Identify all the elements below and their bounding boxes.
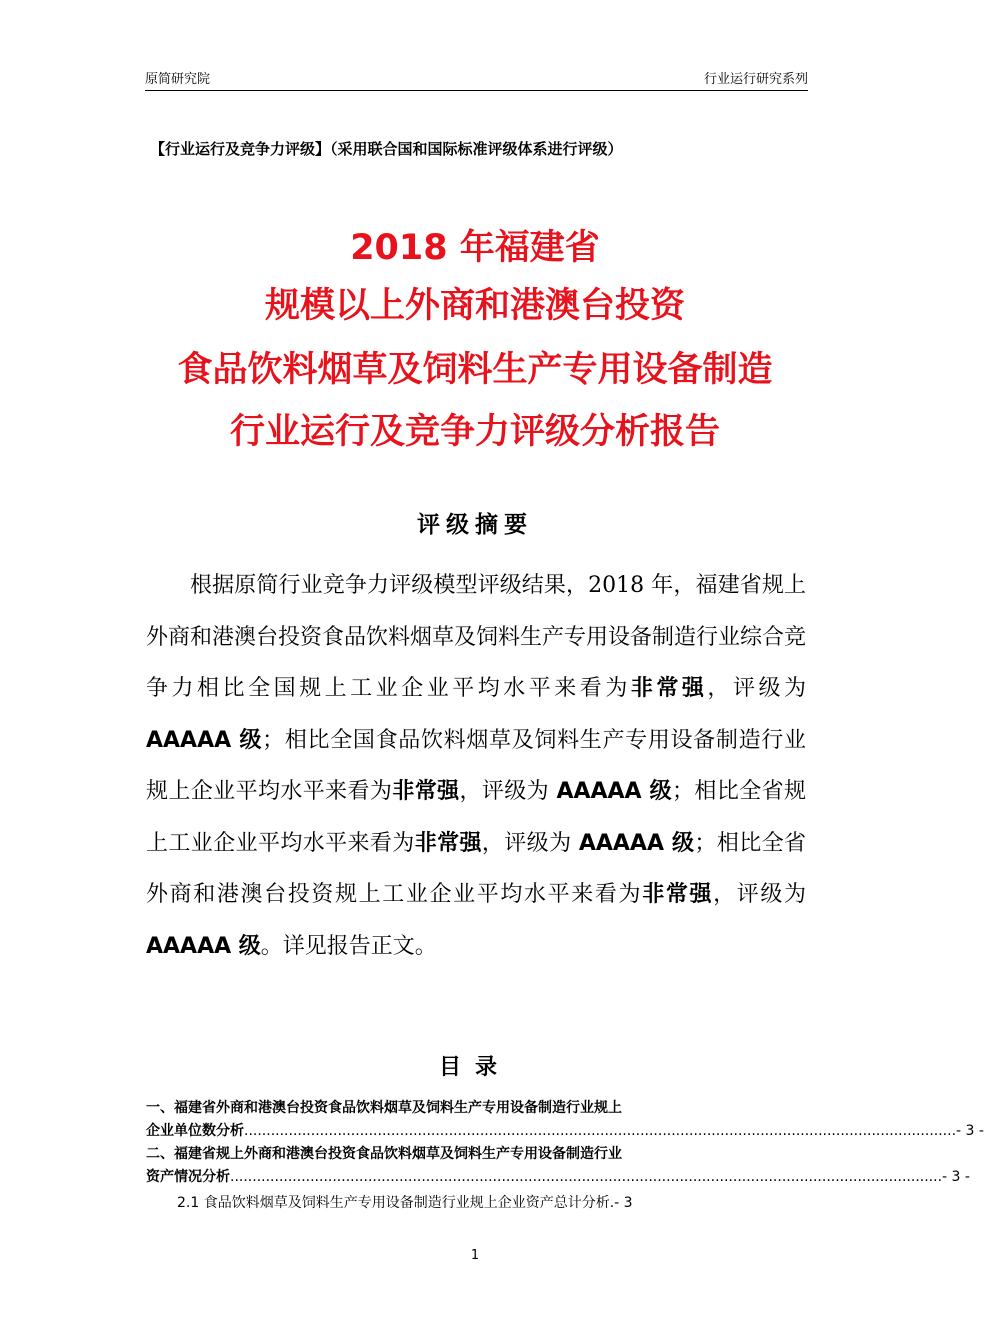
grade-label: AAAAA 级 — [578, 830, 695, 856]
report-title-line-1: 2018 年福建省 — [350, 228, 600, 268]
toc-item-2-line-1[interactable]: 二、福建省规上外商和港澳台投资食品饮料烟草及饲料生产专用设备制造行业 — [146, 1146, 622, 1162]
toc-item-1-line-2: 企业单位数分析 — [146, 1123, 244, 1139]
toc-item-3-entry[interactable] — [177, 1192, 817, 1214]
toc-item-2-page: - 3 - — [942, 1169, 970, 1185]
toc-item-3-text: 2.1 食品饮料烟草及饲料生产专用设备制造行业规上企业资产总计分析 — [177, 1195, 610, 1211]
toc-item-1-entry[interactable] — [146, 1120, 984, 1142]
toc-item-3-page: - 3 — [614, 1195, 633, 1211]
grade-label: AAAAA 级 — [146, 727, 263, 753]
report-title-line-4: 行业运行及竞争力评级分析报告 — [229, 412, 720, 452]
rated-as-text: ，评级为 — [707, 676, 806, 701]
summary-heading: 评级摘要 — [417, 512, 533, 538]
toc-leader-dots: ................................................................................................................................................................ — [244, 1123, 957, 1139]
toc-item-2-entry[interactable] — [146, 1166, 970, 1188]
header-series-name: 行业运行研究系列 — [703, 72, 808, 87]
summary-text-2: ；相比全国食品饮料烟草及饲料生产专用设备制造行业规上企业平均水平来看为 — [146, 727, 806, 804]
summary-paragraph — [146, 560, 806, 972]
header-org-name: 原简研究院 — [145, 72, 211, 87]
strength-label: 非常强 — [630, 676, 708, 701]
summary-text-4: ；相比全省外商和港澳台投资规上工业企业平均水平来看为 — [146, 830, 806, 907]
strength-label: 非常强 — [414, 830, 482, 856]
rated-as-text: ，评级为 — [459, 779, 557, 804]
strength-label: 非常强 — [392, 779, 460, 804]
toc-item-2-line-2: 资产情况分析 — [146, 1169, 230, 1185]
grade-label: AAAAA 级 — [556, 779, 673, 804]
toc-leader-dots: . — [609, 1195, 615, 1211]
page-header — [145, 66, 808, 91]
toc-item-1-page: - 3 - — [956, 1123, 984, 1139]
report-title-line-2: 规模以上外商和港澳台投资 — [264, 286, 685, 326]
summary-ending: 。详见报告正文。 — [260, 933, 437, 959]
summary-text-3: ；相比全省规上工业企业平均水平来看为 — [146, 779, 806, 856]
strength-label: 非常强 — [642, 882, 714, 907]
report-title-line-3: 食品饮料烟草及饲料生产专用设备制造 — [177, 350, 773, 390]
summary-text-1: 根据原简行业竞争力评级模型评级结果，2018 年，福建省规上外商和港澳台投资食品饮料烟草及饲料生产专用设备制造行业综合竞争力相比全国规上工业企业平均水平来看为 — [146, 573, 807, 701]
toc-leader-dots: ................................................................................................................................................................ — [230, 1169, 943, 1185]
toc-item-1-line-1[interactable]: 一、福建省外商和港澳台投资食品饮料烟草及饲料生产专用设备制造行业规上 — [146, 1100, 622, 1116]
toc-heading: 目录 — [438, 1055, 511, 1080]
page-number: 1 — [470, 1248, 480, 1263]
rating-note: 【行业运行及竞争力评级】（采用联合国和国际标准评级体系进行评级） — [150, 140, 623, 158]
grade-label: AAAAA 级 — [146, 933, 261, 959]
rated-as-text: ，评级为 — [481, 830, 579, 856]
rated-as-text: ，评级为 — [713, 882, 806, 907]
